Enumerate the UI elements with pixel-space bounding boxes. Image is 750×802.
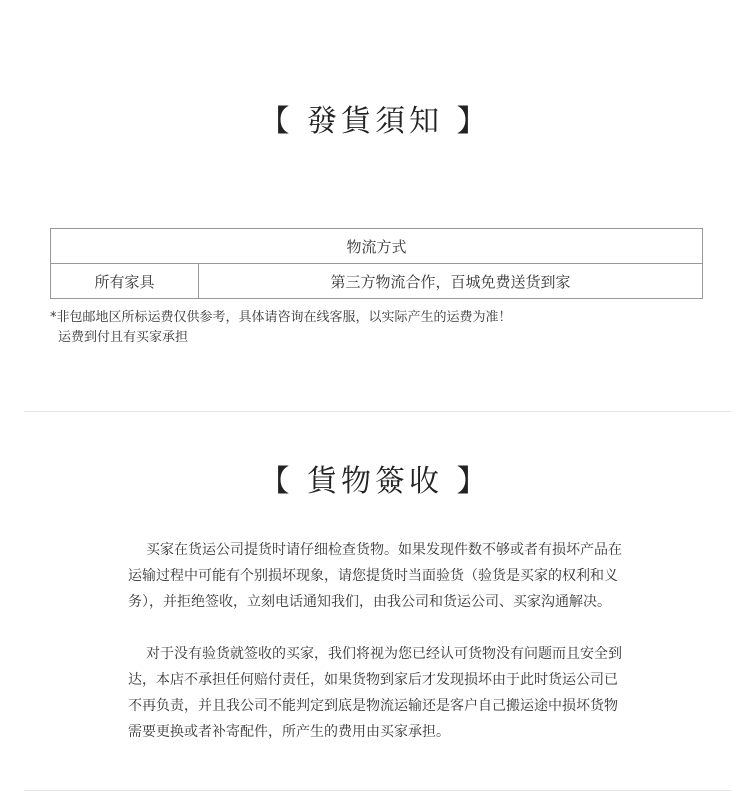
section-divider bbox=[24, 411, 731, 412]
table-header-row bbox=[51, 229, 703, 264]
receipt-notice-title: 【 貨物簽收 】 bbox=[259, 464, 491, 499]
receipt-paragraph-inspection: 买家在货运公司提货时请仔细检查货物。如果发现件数不够或者有损坏产品在运输过程中可能有个别损坏现象，请您提货时当面验货（验货是买家的权利和义务），并拒绝签收，立刻电话通知我们，由我公司和货运公司、买家沟通解决。 bbox=[128, 542, 622, 610]
table-row bbox=[51, 264, 703, 299]
shipping-note-freight: *非包邮地区所标运费仅供参考，具体请咨询在线客服，以实际产生的运费为准！ bbox=[50, 310, 512, 325]
receipt-paragraph-liability: 对于没有验货就签收的买家，我们将视为您已经认可货物没有问题而且安全到达，本店不承担任何赔付责任，如果货物到家后才发现损坏由于此时货运公司已不再负责，并且我公司不能判定到底是物流运输还是客户自己搬运途中损坏货物需要更换或者补寄配件，所产生的费用由买家承担。 bbox=[128, 646, 622, 740]
table-header-shipping-method: 物流方式 bbox=[51, 229, 703, 264]
shipping-notice-title: 【 發貨須知 】 bbox=[259, 104, 491, 139]
shipping-method-table bbox=[50, 228, 703, 299]
shipping-notes bbox=[50, 308, 512, 348]
table-cell-category: 所有家具 bbox=[51, 264, 199, 299]
section-divider bbox=[24, 790, 731, 791]
shipping-note-cod: 运费到付且有买家承担 bbox=[58, 330, 189, 345]
table-cell-method: 第三方物流合作，百城免费送货到家 bbox=[199, 264, 703, 299]
